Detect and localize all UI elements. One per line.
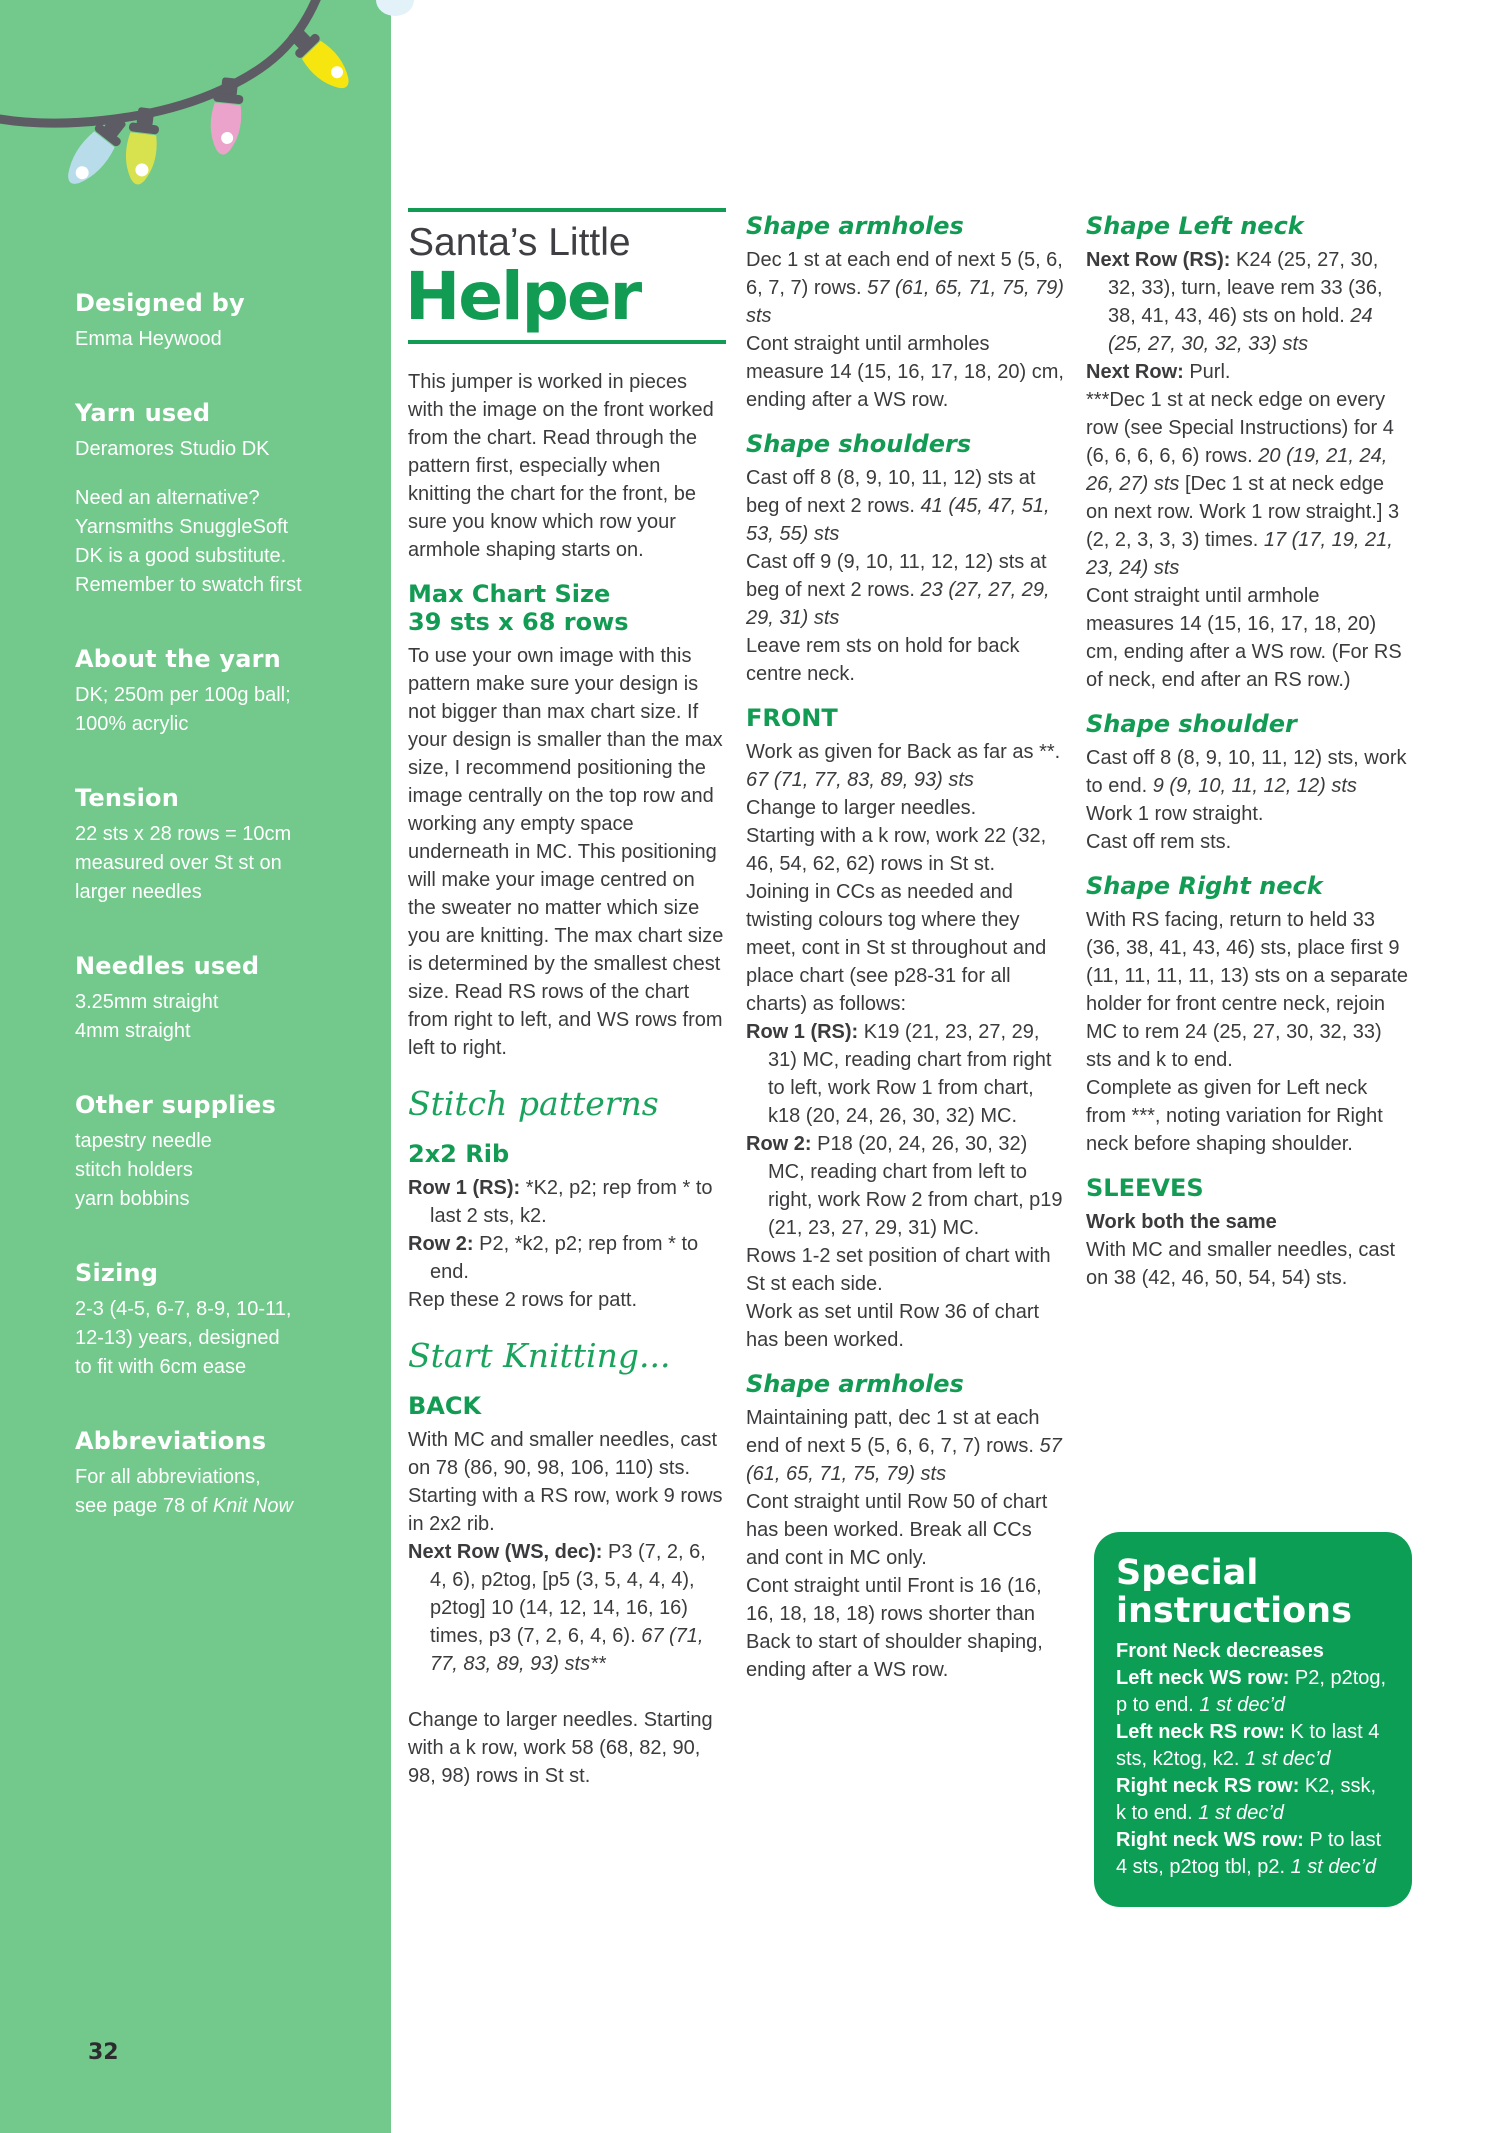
paragraph — [1086, 744, 1411, 800]
text-run: K19 (21, 23, 27, 29, 31) MC, reading chart from right to left, work Row 1 from chart, k18 (20, 24, 26, 30, 32) MC. — [768, 1021, 1052, 1127]
script-heading: Start Knitting... — [408, 1336, 671, 1375]
paragraph — [746, 548, 1064, 632]
paragraph: Leave rem sts on hold for back centre neck. — [746, 635, 1020, 685]
text-run: Next Row: — [1086, 361, 1190, 383]
text-run: P3 (7, 2, 6, 4, 6), p2tog, [p5 (3, 5, 4, 4, 4), p2tog] 10 (14, 12, 14, 16, 16) times, p3 (7, 2, 6, 4, 6). — [430, 1541, 706, 1647]
sidebar-section — [75, 783, 375, 907]
text-run: Work as given for Back as far as **. — [746, 741, 1061, 763]
paragraph — [1116, 1638, 1390, 1665]
text-run: see page 78 of — [75, 1495, 213, 1517]
paragraph: Starting with a RS row, work 9 rows in 2x2 rib. — [408, 1485, 723, 1535]
paragraph: Change to larger needles. Starting with a k row, work 58 (68, 82, 90, 98, 98) rows in St st. — [408, 1709, 713, 1787]
text-run: 1 st dec’d — [1198, 1802, 1284, 1824]
column-3-blocks — [1086, 212, 1411, 1292]
text-run: 1 st dec’d — [1290, 1856, 1377, 1878]
special-title-line-2: instructions — [1116, 1591, 1352, 1631]
shape-heading: Shape Right neck — [1086, 872, 1323, 900]
sidebar-heading: About the yarn — [75, 645, 281, 673]
sidebar-section — [75, 288, 375, 354]
sidebar-text-line — [75, 1492, 375, 1521]
text-run: 57 (61, 65, 71, 75, 79) sts — [746, 1435, 1062, 1485]
text-run: Row 2: — [408, 1233, 480, 1255]
text-run: Cast off 9 (9, 10, 11, 12, 12) sts at beg of next 2 rows. — [746, 551, 1047, 601]
heading-line: Max Chart Size — [408, 580, 611, 608]
paragraph: To use your own image with this pattern make sure your design is not bigger than max chart size. If your design is smaller than the max size, I recommend positioning the image centrally on the top row and working any empty space underneath in MC. This positioning will make your image centred on the sweater no matter which size you are knitting. The max chart size is determined by the smallest chest size. Read RS rows of the chart from right to left, and WS rows from left to right. — [408, 645, 724, 1059]
sidebar-text-line: 2-3 (4-5, 6-7, 8-9, 10-11, — [75, 1298, 292, 1320]
paragraph: With MC and smaller needles, cast on 78 (86, 90, 98, 106, 110) sts. — [408, 1429, 718, 1479]
sidebar-text-line: 22 sts x 28 rows = 10cm — [75, 823, 292, 845]
special-title-line-1: Special — [1116, 1553, 1259, 1593]
paragraph — [746, 1018, 1064, 1130]
sidebar-text-line: to fit with 6cm ease — [75, 1356, 247, 1378]
section-heading: SLEEVES — [1086, 1174, 1204, 1202]
light-bulb-icon — [207, 76, 245, 156]
shape-heading: Shape shoulder — [1086, 710, 1297, 738]
sidebar-text-line: stitch holders — [75, 1159, 193, 1181]
text-run: Right neck WS row: — [1116, 1829, 1310, 1851]
section-heading — [408, 580, 726, 636]
text-run: K2, ssk, k to end. — [1116, 1775, 1377, 1824]
special-instructions-title — [1116, 1554, 1390, 1630]
sidebar-text-line: Yarnsmiths SnuggleSoft — [75, 516, 289, 538]
sidebar-heading: Needles used — [75, 952, 260, 980]
sidebar-section — [75, 644, 375, 739]
paragraph: Cont straight until Row 50 of chart has been worked. Break all CCs and cont in MC only. — [746, 1491, 1048, 1569]
sidebar-text-line: DK; 250m per 100g ball; — [75, 684, 291, 706]
text-run: 67 (71, 77, 83, 89, 93) sts** — [430, 1625, 704, 1675]
paragraph: Rep these 2 rows for patt. — [408, 1289, 638, 1311]
sidebar-section — [75, 951, 375, 1046]
paragraph — [1086, 1208, 1411, 1236]
text-run: Row 1 (RS): — [746, 1021, 864, 1043]
section-heading: BACK — [408, 1392, 482, 1420]
paragraph: Work as set until Row 36 of chart has been worked. — [746, 1301, 1040, 1351]
sidebar-text-line: Deramores Studio DK — [75, 438, 270, 460]
green-sidebar — [0, 0, 391, 2133]
paragraph: This jumper is worked in pieces with the image on the front worked from the chart. Read through the pattern first, especially when knitting the chart for the front, be sure you know which row your armhole shaping starts on. — [408, 371, 714, 561]
string-lights-decoration — [0, 0, 420, 215]
lights-wire — [0, 0, 320, 123]
text-run: 1 st dec’d — [1199, 1694, 1286, 1716]
paragraph — [408, 1230, 726, 1286]
sidebar-section — [75, 1426, 375, 1521]
paragraph: Complete as given for Left neck from ***, noting variation for Right neck before shaping shoulder. — [1086, 1077, 1383, 1155]
paragraph: Cast off rem sts. — [1086, 831, 1232, 853]
shape-heading: Shape armholes — [746, 1370, 964, 1398]
sidebar-text-line: tapestry needle — [75, 1130, 212, 1152]
section-heading: 2x2 Rib — [408, 1140, 510, 1168]
column-2-blocks — [746, 212, 1064, 1684]
text-run: 41 (45, 47, 51, 53, 55) sts — [746, 495, 1050, 545]
text-run: P2, p2tog, p to end. — [1116, 1667, 1387, 1716]
sidebar-text-line: 12-13) years, designed — [75, 1327, 280, 1349]
text-run: 17 (17, 19, 21, 23, 24) sts — [1086, 529, 1393, 579]
text-run: 57 (61, 65, 71, 75, 79) sts — [746, 277, 1064, 327]
sidebar-text-line: 100% acrylic — [75, 713, 189, 735]
paragraph — [746, 464, 1064, 548]
pattern-subtitle: Santa’s Little — [408, 221, 631, 264]
sidebar-text-line: Emma Heywood — [75, 328, 222, 350]
text-run: Next Row (WS, dec): — [408, 1541, 609, 1563]
light-bulb-icon — [282, 21, 357, 97]
text-run: Knit Now — [212, 1495, 293, 1517]
paragraph — [746, 246, 1064, 330]
sidebar-section — [75, 398, 375, 600]
shape-heading: Shape Left neck — [1086, 212, 1304, 240]
text-run: Work both the same — [1086, 1211, 1277, 1233]
text-run: P2, *k2, p2; rep from * to end. — [430, 1233, 699, 1283]
sidebar-text-line: larger needles — [75, 881, 202, 903]
paragraph — [408, 1538, 726, 1678]
column-3 — [1086, 212, 1411, 1292]
sidebar-heading: Designed by — [75, 289, 245, 317]
paragraph — [1116, 1773, 1390, 1827]
script-heading: Stitch patterns — [408, 1084, 659, 1123]
sidebar-text-line: Remember to swatch first — [75, 574, 302, 596]
spacer — [408, 1678, 726, 1706]
text-run: Left neck RS row: — [1116, 1721, 1291, 1743]
pattern-title: Helper — [405, 258, 641, 335]
column-2 — [746, 212, 1064, 1684]
title-rule-top — [408, 208, 726, 212]
paragraph — [746, 1404, 1064, 1488]
text-run: K to last 4 sts, k2tog, k2. — [1116, 1721, 1380, 1770]
text-run: [Dec 1 st at neck edge on next row. Work 1 row straight.] 3 (2, 2, 3, 3, 3) times. — [1086, 473, 1400, 551]
sidebar-sections — [75, 288, 375, 1565]
paragraph — [1086, 246, 1411, 358]
paragraph — [746, 738, 1064, 794]
paragraph — [1086, 358, 1411, 386]
sidebar-text-line: measured over St st on — [75, 852, 282, 874]
text-run: K24 (25, 27, 30, 32, 33), turn, leave rem 33 (36, 38, 41, 43, 46) sts on hold. — [1108, 249, 1383, 327]
text-run: 24 (25, 27, 30, 32, 33) sts — [1108, 305, 1373, 355]
section-heading: FRONT — [746, 704, 838, 732]
spacer — [75, 464, 375, 484]
text-run: Cast off 8 (8, 9, 10, 11, 12) sts, work to end. — [1086, 747, 1407, 797]
sidebar-heading: Yarn used — [75, 399, 211, 427]
text-run: 1 st dec’d — [1244, 1748, 1331, 1770]
paragraph — [1116, 1719, 1390, 1773]
paragraph — [1116, 1665, 1390, 1719]
text-run: Front Neck decreases — [1116, 1640, 1324, 1662]
shape-heading: Shape shoulders — [746, 430, 972, 458]
text-run: 23 (27, 27, 29, 29, 31) sts — [746, 579, 1050, 629]
paragraph: With MC and smaller needles, cast on 38 (42, 46, 50, 54, 54) sts. — [1086, 1239, 1396, 1289]
sidebar-text-line: Need an alternative? — [75, 487, 260, 509]
sidebar-text-line: 3.25mm straight — [75, 991, 219, 1013]
text-run: *K2, p2; rep from * to last 2 sts, k2. — [430, 1177, 713, 1227]
paragraph — [1116, 1827, 1390, 1881]
text-run: Cast off 8 (8, 9, 10, 11, 12) sts at beg of next 2 rows. — [746, 467, 1036, 517]
paragraph: Cont straight until armhole measures 14 (15, 16, 17, 18, 20) cm, ending after a WS row. (For RS of neck, end after an RS row.) — [1086, 585, 1402, 691]
column-1 — [405, 208, 726, 1790]
pattern-title-block — [405, 208, 726, 344]
page-number: 32 — [88, 2040, 119, 2065]
paragraph: Joining in CCs as needed and twisting colours tog where they meet, cont in St st throughout and place chart (see p28-31 for all charts) as follows: — [746, 881, 1047, 1015]
special-instructions-body — [1116, 1638, 1390, 1881]
text-run: Maintaining patt, dec 1 st at each end of next 5 (5, 6, 6, 7, 7) rows. — [746, 1407, 1040, 1457]
heading-line: 39 sts x 68 rows — [408, 608, 629, 636]
paragraph: Change to larger needles. — [746, 797, 977, 819]
text-run: 67 (71, 77, 83, 89, 93) sts — [746, 769, 974, 791]
paragraph: Rows 1-2 set position of chart with St st each side. — [746, 1245, 1051, 1295]
paragraph: Cont straight until armholes measure 14 (15, 16, 17, 18, 20) cm, ending after a WS row. — [746, 333, 1064, 411]
paragraph — [1086, 386, 1411, 582]
text-run: Left neck WS row: — [1116, 1667, 1295, 1689]
sidebar-section — [75, 1090, 375, 1214]
sidebar-text-line: 4mm straight — [75, 1020, 191, 1042]
title-rule-bottom — [408, 340, 726, 344]
text-run: 9 (9, 10, 11, 12, 12) sts — [1152, 775, 1357, 797]
paragraph: Work 1 row straight. — [1086, 803, 1264, 825]
sidebar-heading: Other supplies — [75, 1091, 276, 1119]
text-run: Purl. — [1189, 361, 1231, 383]
text-run: Dec 1 st at each end of next 5 (5, 6, 6, 7, 7) rows. — [746, 249, 1063, 299]
sidebar-heading: Abbreviations — [75, 1427, 267, 1455]
paragraph: With RS facing, return to held 33 (36, 38, 41, 43, 46) sts, place first 9 (11, 11, 11, 11, 13) sts on a separate holder for front centre neck, rejoin MC to rem 24 (25, 27, 30, 32, 33) sts and k to end. — [1086, 909, 1409, 1071]
sidebar-text-line: yarn bobbins — [75, 1188, 190, 1210]
paragraph — [408, 1174, 726, 1230]
sidebar-section — [75, 1258, 375, 1382]
text-run: Row 1 (RS): — [408, 1177, 526, 1199]
text-run: Right neck RS row: — [1116, 1775, 1305, 1797]
text-run: 20 (19, 21, 24, 26, 27) sts — [1086, 445, 1388, 495]
text-run: P18 (20, 24, 26, 30, 32) MC, reading chart from left to right, work Row 2 from chart, p19 (21, 23, 27, 29, 31) MC. — [768, 1133, 1063, 1239]
text-run: Row 2: — [746, 1133, 818, 1155]
sidebar-heading: Tension — [75, 784, 180, 812]
sidebar-text-line: For all abbreviations, — [75, 1466, 261, 1488]
text-run: P to last 4 sts, p2tog tbl, p2. — [1116, 1829, 1382, 1878]
shape-heading: Shape armholes — [746, 212, 964, 240]
paragraph: Starting with a k row, work 22 (32, 46, 54, 62, 62) rows in St st. — [746, 825, 1047, 875]
partial-bulb-icon — [376, 0, 414, 16]
column-1-blocks — [408, 368, 726, 1790]
sidebar-heading: Sizing — [75, 1259, 159, 1287]
paragraph: Cont straight until Front is 16 (16, 16, 18, 18, 18) rows shorter than Back to start of shoulder shaping, ending after a WS row. — [746, 1575, 1043, 1681]
text-run: Next Row (RS): — [1086, 249, 1236, 271]
paragraph — [746, 1130, 1064, 1242]
special-instructions-box — [1094, 1532, 1412, 1907]
sidebar-text-line: DK is a good substitute. — [75, 545, 287, 567]
text-run: ***Dec 1 st at neck edge on every row (see Special Instructions) for 4 (6, 6, 6, 6, 6) rows. — [1086, 389, 1394, 467]
